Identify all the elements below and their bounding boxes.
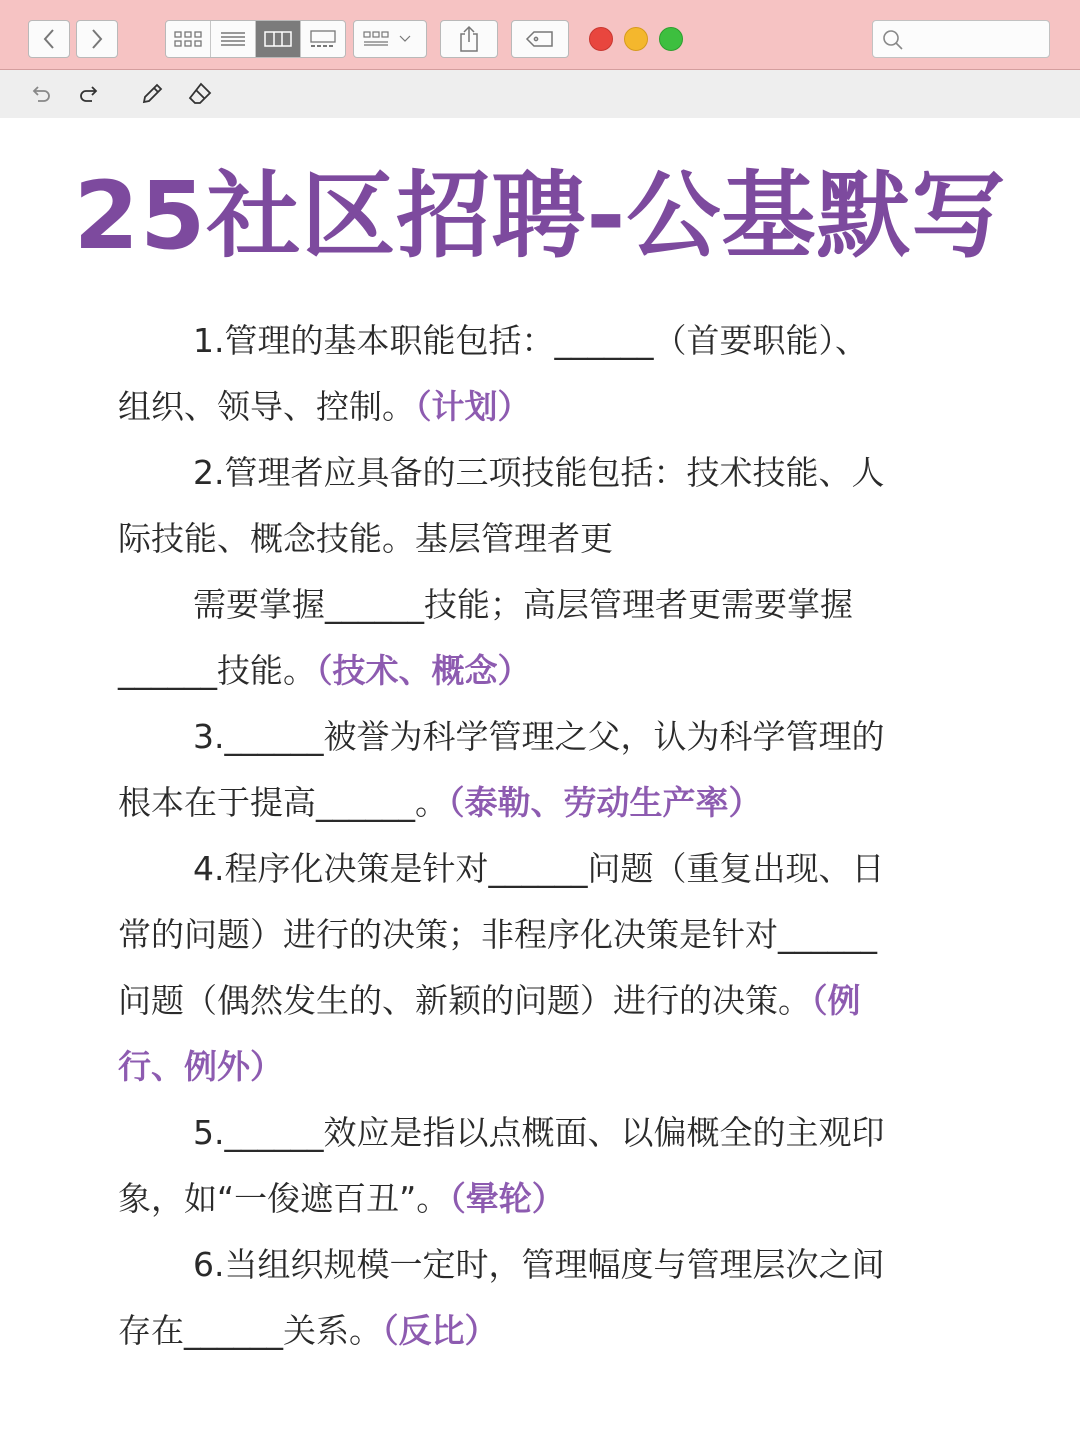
line-text: 5.______效应是指以点概面、以偏概全的主观印 <box>193 1113 885 1152</box>
list-view-icon <box>220 30 246 48</box>
text-line <box>118 968 958 1034</box>
line-text: 组织、领导、控制。 <box>118 387 415 426</box>
eraser-icon <box>187 81 213 107</box>
tag-button[interactable] <box>511 20 569 58</box>
answer-text: （技术、概念） <box>316 651 531 690</box>
quiz-content <box>118 308 958 1364</box>
gallery-view-icon <box>309 29 337 49</box>
line-text: 根本在于提高______。 <box>118 783 448 822</box>
back-icon <box>41 28 57 50</box>
search-icon <box>881 28 905 52</box>
line-text: 1.管理的基本职能包括：______（首要职能）、 <box>193 321 868 360</box>
line-text: 象，如“一俊遮百丑”。 <box>118 1179 450 1218</box>
eraser-button[interactable] <box>186 80 214 108</box>
text-line <box>118 440 958 506</box>
redo-icon <box>76 82 100 106</box>
back-button[interactable] <box>28 20 70 58</box>
redo-button[interactable] <box>74 80 102 108</box>
search-field[interactable] <box>872 20 1050 58</box>
page-title: 25社区招聘-公基默写 <box>73 162 1007 271</box>
text-line <box>118 1298 958 1364</box>
window-toolbar <box>0 0 1080 70</box>
view-mode-segment <box>165 20 346 58</box>
text-line <box>118 770 958 836</box>
text-line <box>118 836 958 902</box>
pencil-icon <box>139 81 165 107</box>
text-line <box>118 704 958 770</box>
answer-text: （晕轮） <box>449 1179 565 1218</box>
grid-view-icon <box>173 29 203 49</box>
text-line <box>118 638 958 704</box>
tag-icon <box>525 29 555 49</box>
share-button[interactable] <box>440 20 498 58</box>
line-text: 问题（偶然发生的、新颖的问题）进行的决策。 <box>118 981 811 1020</box>
undo-icon <box>30 82 54 106</box>
close-window-button[interactable] <box>589 27 613 51</box>
line-text: 存在______关系。 <box>118 1311 382 1350</box>
column-view-icon <box>264 30 292 48</box>
line-text: 际技能、概念技能。基层管理者更 <box>118 519 613 558</box>
undo-button[interactable] <box>28 80 56 108</box>
minimize-window-button[interactable] <box>624 27 648 51</box>
share-icon <box>457 25 481 53</box>
answer-text: （反比） <box>382 1311 498 1350</box>
pencil-button[interactable] <box>138 80 166 108</box>
line-text: 6.当组织规模一定时，管理幅度与管理层次之间 <box>193 1245 885 1284</box>
text-line <box>118 572 958 638</box>
zoom-window-button[interactable] <box>659 27 683 51</box>
answer-text: （例 <box>811 981 861 1020</box>
text-line <box>118 1100 958 1166</box>
column-view-button[interactable] <box>256 21 301 57</box>
line-text: 3.______被誉为科学管理之父，认为科学管理的 <box>193 717 885 756</box>
gallery-view-button[interactable] <box>301 21 345 57</box>
list-view-button[interactable] <box>211 21 256 57</box>
arrange-icon <box>362 29 418 49</box>
forward-icon <box>89 28 105 50</box>
forward-button[interactable] <box>76 20 118 58</box>
text-line <box>118 374 958 440</box>
text-line <box>118 1166 958 1232</box>
text-line <box>118 1034 958 1100</box>
text-line <box>118 902 958 968</box>
grid-view-button[interactable] <box>166 21 211 57</box>
answer-text: 行、例外） <box>118 1047 283 1086</box>
line-text: 需要掌握______技能；高层管理者更需要掌握 <box>193 585 853 624</box>
arrange-button[interactable] <box>353 20 427 58</box>
answer-text: （泰勒、劳动生产率） <box>448 783 762 822</box>
line-text: ______技能。 <box>118 651 316 690</box>
text-line <box>118 1232 958 1298</box>
line-text: 2.管理者应具备的三项技能包括：技术技能、人 <box>193 453 885 492</box>
answer-text: （计划） <box>415 387 531 426</box>
line-text: 常的问题）进行的决策；非程序化决策是针对______ <box>118 915 877 954</box>
line-text: 4.程序化决策是针对______问题（重复出现、日 <box>193 849 885 888</box>
text-line <box>118 308 958 374</box>
text-line <box>118 506 958 572</box>
